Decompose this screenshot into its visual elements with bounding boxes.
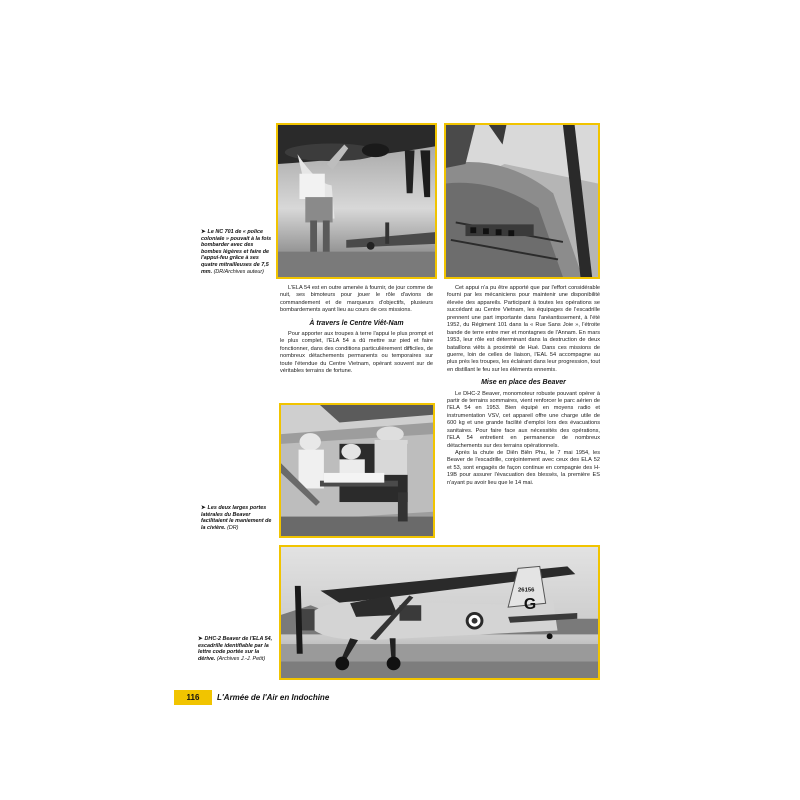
caption-arrow-icon: ➤ (198, 636, 203, 642)
caption-photo-beaver-doors-text: Les deux larges portes latérales du Beaver facilitaient le maniement de la civière. (201, 505, 272, 531)
section-heading-beaver: Mise en place des Beaver (481, 379, 566, 387)
caption-arrow-icon: ➤ (201, 229, 206, 235)
photo-beaver-stretcher (279, 403, 435, 538)
photo-beaver-stretcher-image (281, 405, 433, 536)
caption-photo-dhc2 (198, 636, 274, 662)
left-column-text (280, 285, 433, 376)
photo-nc701-nose-image (446, 125, 598, 277)
left-column-paragraph: Pour apporter aux troupes à terre l'appui le plus prompt et le plus complet, l'ELA 54 a dû mettre sur pied et faire fonctionner, dans des conditions particulièrement difficiles, de nombreux détachements permanents ou temporaires sur toute l'étendue du Centre Vietnam, opérant souvent sur de véritables terrains de fortune. (280, 331, 433, 375)
photo-dhc2-beaver-image (281, 547, 598, 678)
running-title: L'Armée de l'Air en Indochine (217, 693, 330, 702)
caption-arrow-icon: ➤ (201, 505, 206, 511)
right-column-paragraph-1: Cet appui n'a pu être apporté que par l'effort considérable fourni par les mécaniciens pour maintenir une disponibilité élevée des appareils. Participant à toutes les opérations se succédant au Centre Vietnam, les équipages de l'escadrille prennent une part importante dans l'anéantissement, à l'été 1952, du Régiment 101 dans la « Rue Sans Joie », l'étroite bande de terre entre mer et montagnes de l'Annam. En mars 1953, leur rôle est déterminant dans la destruction de deux bataillons viêts à proximité de Hué. Dans ces missions de guerre, loin de celles de liaison, l'EAL 54 accompagne au plus près les troupes, les éclairant dans leur progression, tout en distillant le feu sur les éléments ennemis. (447, 285, 600, 373)
page-number: 116 (174, 690, 212, 705)
photo-nc701-bombs-image (278, 125, 435, 277)
right-column-paragraph-3: Après la chute de Diên Biên Phu, le 7 mai 1954, les Beaver de l'escadrille, conjointement avec ceux des ELA 52 et 53, sont engagés de façon continue en compagnie des H-19B pour assurer l'évacuation des blessés, la première ES n'ayant pu avoir lieu que le 14 mai. (447, 450, 600, 486)
photo-nc701-bombs (276, 123, 437, 279)
caption-photo-nc701 (201, 229, 274, 275)
right-column-paragraph-2: Le DHC-2 Beaver, monomoteur robuste pouvant opérer à partir de terrains sommaires, vient renforcer le parc aérien de l'ELA 54 en 1953. Bien équipé en moyens radio et instrumentation VSV, cet appareil offre une charge utile de 600 kg et une grande facilité d'emploi lors des évacuations sanitaires. Pour faire face aux nécessités des opérations, l'ELA 54 entretient en permanence de nombreux détachements sur des terrains opérationnels. (447, 390, 600, 449)
caption-photo-nc701-text: Le NC 701 de « police coloniale » pouvait à la fois bombarder avec des bombes légères et faire de l'appui-feu grâce à ses quatre mitrailleuses de 7,5 mm. (201, 229, 272, 275)
caption-photo-dhc2-credit: (Archives J.-J. Petit) (216, 655, 266, 662)
section-heading-centre-vietnam: À travers le Centre Viêt-Nam (309, 319, 404, 327)
photo-dhc2-beaver (279, 545, 600, 680)
left-column-intro: L'ELA 54 est en outre amenée à fournir, de jour comme de nuit, ses bimoteurs pour jouer le rôle d'avions de commandement et de marqueurs d'objectifs, plusieurs bombardements ayant lieu au cours de ces missions. (280, 285, 433, 314)
caption-photo-dhc2-text: DHC-2 Beaver de l'ELA 54, escadrille identifiable par la lettre code portée sur la dérive. (198, 636, 273, 662)
photo-nc701-nose (444, 123, 600, 279)
aircraft-serial: 26156 (518, 587, 535, 594)
aircraft-code-letter: G (523, 596, 537, 614)
right-column-text (447, 285, 600, 487)
caption-photo-beaver-doors (201, 505, 274, 531)
caption-photo-beaver-doors-credit: (DR) (227, 524, 239, 531)
caption-photo-nc701-credit: (DR/Archives auteur) (213, 268, 264, 275)
